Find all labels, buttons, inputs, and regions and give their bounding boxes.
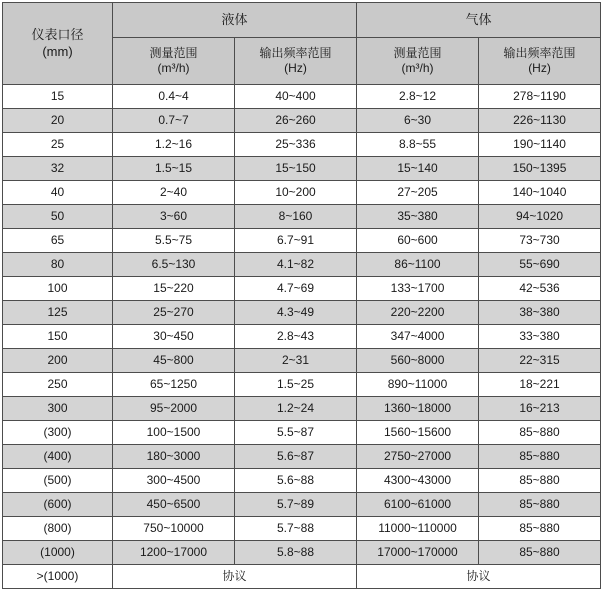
cell-gas-frequency: 73~730 <box>479 229 601 253</box>
cell-gas-frequency: 22~315 <box>479 349 601 373</box>
header-liquid-frequency-unit: (Hz) <box>284 61 307 75</box>
cell-liquid-frequency: 1.2~24 <box>235 397 357 421</box>
cell-liquid-range: 300~4500 <box>113 469 235 493</box>
table-row <box>3 469 601 493</box>
cell-gas-frequency: 150~1395 <box>479 157 601 181</box>
cell-liquid-frequency: 40~400 <box>235 85 357 109</box>
cell-diameter: 65 <box>3 229 113 253</box>
cell-liquid-range: 45~800 <box>113 349 235 373</box>
cell-gas-frequency: 18~221 <box>479 373 601 397</box>
cell-liquid-frequency: 26~260 <box>235 109 357 133</box>
header-liquid-range <box>113 38 235 85</box>
table-row <box>3 373 601 397</box>
cell-liquid-range: 180~3000 <box>113 445 235 469</box>
cell-liquid-frequency: 5.6~88 <box>235 469 357 493</box>
footer-diameter: >(1000) <box>3 565 113 589</box>
table-row-footer <box>3 565 601 589</box>
cell-liquid-frequency: 5.8~88 <box>235 541 357 565</box>
cell-liquid-frequency: 2~31 <box>235 349 357 373</box>
table-header <box>3 3 601 85</box>
cell-liquid-range: 1.2~16 <box>113 133 235 157</box>
table-row <box>3 301 601 325</box>
cell-liquid-frequency: 4.3~49 <box>235 301 357 325</box>
cell-diameter: (1000) <box>3 541 113 565</box>
cell-diameter: (300) <box>3 421 113 445</box>
cell-gas-range: 347~4000 <box>357 325 479 349</box>
table-row <box>3 421 601 445</box>
cell-diameter: 150 <box>3 325 113 349</box>
cell-diameter: (400) <box>3 445 113 469</box>
cell-diameter: (600) <box>3 493 113 517</box>
cell-gas-frequency: 85~880 <box>479 493 601 517</box>
cell-liquid-frequency: 1.5~25 <box>235 373 357 397</box>
cell-liquid-frequency: 2.8~43 <box>235 325 357 349</box>
header-gas-frequency-unit: (Hz) <box>528 61 551 75</box>
cell-gas-frequency: 94~1020 <box>479 205 601 229</box>
cell-gas-range: 15~140 <box>357 157 479 181</box>
cell-liquid-range: 30~450 <box>113 325 235 349</box>
cell-gas-frequency: 42~536 <box>479 277 601 301</box>
cell-diameter: 40 <box>3 181 113 205</box>
cell-liquid-range: 3~60 <box>113 205 235 229</box>
cell-liquid-range: 5.5~75 <box>113 229 235 253</box>
table-row <box>3 181 601 205</box>
cell-liquid-range: 100~1500 <box>113 421 235 445</box>
cell-diameter: (500) <box>3 469 113 493</box>
cell-diameter: 100 <box>3 277 113 301</box>
table-row <box>3 253 601 277</box>
cell-diameter: 125 <box>3 301 113 325</box>
cell-gas-range: 220~2200 <box>357 301 479 325</box>
table-row <box>3 325 601 349</box>
cell-liquid-range: 2~40 <box>113 181 235 205</box>
cell-gas-frequency: 16~213 <box>479 397 601 421</box>
cell-diameter: 15 <box>3 85 113 109</box>
cell-gas-frequency: 85~880 <box>479 445 601 469</box>
cell-gas-range: 6~30 <box>357 109 479 133</box>
cell-liquid-frequency: 4.7~69 <box>235 277 357 301</box>
cell-liquid-frequency: 10~200 <box>235 181 357 205</box>
cell-diameter: 25 <box>3 133 113 157</box>
cell-gas-frequency: 226~1130 <box>479 109 601 133</box>
header-diameter <box>3 3 113 85</box>
cell-gas-frequency: 85~880 <box>479 517 601 541</box>
cell-gas-frequency: 190~1140 <box>479 133 601 157</box>
cell-liquid-frequency: 5.6~87 <box>235 445 357 469</box>
table-row <box>3 517 601 541</box>
cell-diameter: 20 <box>3 109 113 133</box>
cell-diameter: 32 <box>3 157 113 181</box>
cell-gas-range: 8.8~55 <box>357 133 479 157</box>
cell-gas-range: 2750~27000 <box>357 445 479 469</box>
cell-liquid-frequency: 15~150 <box>235 157 357 181</box>
cell-liquid-frequency: 5.7~88 <box>235 517 357 541</box>
table-row <box>3 133 601 157</box>
header-liquid-frequency-label: 输出频率范围 <box>259 46 332 60</box>
header-gas-range-unit: (m³/h) <box>401 61 434 75</box>
table-row <box>3 229 601 253</box>
cell-gas-frequency: 85~880 <box>479 421 601 445</box>
cell-liquid-range: 450~6500 <box>113 493 235 517</box>
cell-diameter: 50 <box>3 205 113 229</box>
cell-gas-range: 2.8~12 <box>357 85 479 109</box>
cell-liquid-range: 25~270 <box>113 301 235 325</box>
header-group-liquid: 液体 <box>113 3 357 38</box>
cell-gas-frequency: 85~880 <box>479 469 601 493</box>
cell-liquid-frequency: 6.7~91 <box>235 229 357 253</box>
cell-diameter: 250 <box>3 373 113 397</box>
cell-diameter: (800) <box>3 517 113 541</box>
header-gas-range-label: 测量范围 <box>393 46 442 60</box>
table-row <box>3 349 601 373</box>
cell-liquid-range: 95~2000 <box>113 397 235 421</box>
cell-diameter: 300 <box>3 397 113 421</box>
cell-liquid-range: 0.4~4 <box>113 85 235 109</box>
cell-gas-range: 11000~110000 <box>357 517 479 541</box>
cell-gas-frequency: 33~380 <box>479 325 601 349</box>
header-gas-range <box>357 38 479 85</box>
table-row <box>3 205 601 229</box>
table-row <box>3 277 601 301</box>
cell-liquid-frequency: 5.5~87 <box>235 421 357 445</box>
header-row-groups <box>3 3 601 38</box>
cell-diameter: 200 <box>3 349 113 373</box>
cell-liquid-range: 750~10000 <box>113 517 235 541</box>
cell-gas-frequency: 278~1190 <box>479 85 601 109</box>
footer-gas-note: 协议 <box>357 565 601 589</box>
header-liquid-range-unit: (m³/h) <box>157 61 190 75</box>
table-row <box>3 445 601 469</box>
table-row <box>3 493 601 517</box>
cell-gas-range: 17000~170000 <box>357 541 479 565</box>
cell-gas-range: 1560~15600 <box>357 421 479 445</box>
cell-gas-frequency: 140~1040 <box>479 181 601 205</box>
cell-gas-range: 890~11000 <box>357 373 479 397</box>
table-row <box>3 541 601 565</box>
cell-gas-frequency: 85~880 <box>479 541 601 565</box>
header-diameter-unit: (mm) <box>42 43 73 59</box>
table-row <box>3 109 601 133</box>
header-gas-frequency-label: 输出频率范围 <box>503 46 576 60</box>
cell-diameter: 80 <box>3 253 113 277</box>
cell-gas-range: 6100~61000 <box>357 493 479 517</box>
footer-liquid-note: 协议 <box>113 565 357 589</box>
cell-liquid-frequency: 5.7~89 <box>235 493 357 517</box>
cell-gas-range: 1360~18000 <box>357 397 479 421</box>
cell-liquid-range: 65~1250 <box>113 373 235 397</box>
cell-gas-range: 35~380 <box>357 205 479 229</box>
table-row <box>3 157 601 181</box>
cell-liquid-range: 1200~17000 <box>113 541 235 565</box>
header-liquid-frequency <box>235 38 357 85</box>
cell-liquid-frequency: 25~336 <box>235 133 357 157</box>
cell-liquid-range: 1.5~15 <box>113 157 235 181</box>
flow-meter-spec-table <box>2 2 601 589</box>
cell-gas-range: 27~205 <box>357 181 479 205</box>
cell-gas-range: 560~8000 <box>357 349 479 373</box>
cell-gas-frequency: 55~690 <box>479 253 601 277</box>
cell-liquid-range: 6.5~130 <box>113 253 235 277</box>
header-gas-frequency <box>479 38 601 85</box>
cell-liquid-frequency: 4.1~82 <box>235 253 357 277</box>
cell-gas-frequency: 38~380 <box>479 301 601 325</box>
table-body <box>3 85 601 565</box>
table-row <box>3 85 601 109</box>
header-liquid-range-label: 测量范围 <box>149 46 198 60</box>
table-footer <box>3 565 601 589</box>
cell-liquid-range: 0.7~7 <box>113 109 235 133</box>
cell-liquid-range: 15~220 <box>113 277 235 301</box>
cell-gas-range: 60~600 <box>357 229 479 253</box>
table-row <box>3 397 601 421</box>
header-diameter-label: 仪表口径 <box>31 27 84 43</box>
cell-liquid-frequency: 8~160 <box>235 205 357 229</box>
cell-gas-range: 86~1100 <box>357 253 479 277</box>
cell-gas-range: 4300~43000 <box>357 469 479 493</box>
cell-gas-range: 133~1700 <box>357 277 479 301</box>
header-group-gas: 气体 <box>357 3 601 38</box>
